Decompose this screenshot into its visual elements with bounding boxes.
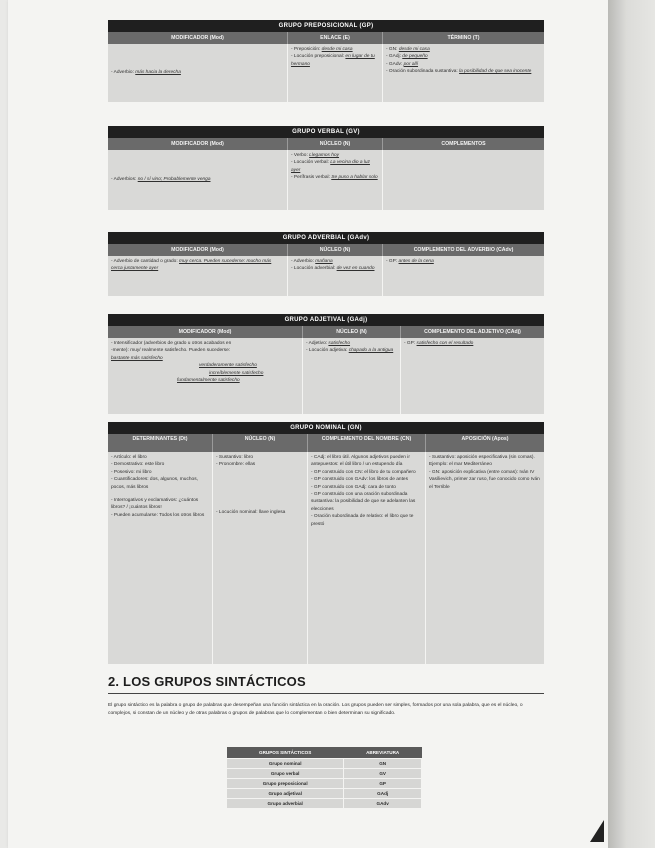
abbr-header-group: GRUPOS SINTÁCTICOS xyxy=(227,747,344,759)
gp-enlace-example-1: desde mi casa xyxy=(321,47,353,52)
gn-det-2: - Demostrativo: este libro xyxy=(111,462,165,468)
gn-table xyxy=(108,422,544,664)
gn-header-cn: COMPLEMENTO DEL NOMBRE (CN) xyxy=(308,434,426,452)
gadj-mod-line-4: verdaderamente satisfecho xyxy=(199,363,257,369)
gadv-nucleo-example-2: de vez en cuando xyxy=(336,266,375,272)
gadj-header-comp: COMPLEMENTO DEL ADJETIVO (CAdj) xyxy=(424,329,521,335)
gn-cn-2: - GP construido con CN: el libro de tu compañero xyxy=(311,469,416,475)
gadj-header-nucleo: NÚCLEO (N) xyxy=(303,326,401,338)
gp-header-termino: TÉRMINO (T) xyxy=(447,35,480,41)
abbr-code: GAdv xyxy=(344,799,422,809)
gn-nuc-1: - Sustantivo: libro xyxy=(216,455,254,460)
gn-det-6: - Pueden acumularse: Todos los otros libros xyxy=(111,512,205,518)
gadj-nucleo-label-2: - Locución adjetiva: xyxy=(306,348,348,354)
gadv-body-row xyxy=(108,256,544,296)
gadj-nucleo-example-2: chapado a la antigua xyxy=(348,348,394,354)
gn-cn-3: - GP construido con GAdv: los libros de antes xyxy=(311,477,408,483)
gp-termino-label-1: - GN: xyxy=(386,47,398,52)
gadj-title: GRUPO ADJETIVAL (GAdj) xyxy=(108,314,544,326)
gadj-header-mod: MODIFICADOR (Mod) xyxy=(108,326,303,338)
gp-mod-example: más hacia la derecha xyxy=(135,70,181,76)
gadj-mod-line-2: -mente): muy/ realmente satisfecho. Pueden sucederse: xyxy=(111,348,231,354)
gadj-header-row xyxy=(108,326,544,338)
gadv-header-row xyxy=(108,244,544,256)
gv-nucleo-label-2: - Locución verbal: xyxy=(291,160,329,166)
gv-nucleo-label-3: - Perífrasis verbal: xyxy=(291,175,330,181)
gn-apos-cell xyxy=(426,452,544,664)
gv-header-nucleo: NÚCLEO (N) xyxy=(288,138,383,150)
gp-title: GRUPO PREPOSICIONAL (GP) xyxy=(108,20,544,32)
gp-termino-label-3: - GAdv: xyxy=(386,61,403,67)
gn-nuc-2: - Pronombre: ellas xyxy=(216,462,256,468)
gn-cn-cell xyxy=(308,452,426,664)
gn-nuc-3: - Locución nominal: llave inglesa xyxy=(216,509,286,515)
gp-termino-cell xyxy=(383,44,544,102)
section-divider xyxy=(108,693,544,694)
gadv-mod-example: muy cerca. Pueden sucederse: mucho más cerca justamente ayer xyxy=(111,259,272,272)
abbr-code: GV xyxy=(344,769,422,779)
table-row xyxy=(227,769,422,779)
abbr-code: GAdj xyxy=(344,789,422,799)
gn-apos-1: - Sustantivo: aposición especificativa (sin comas). Ejemplo: el mar Mediterráneo xyxy=(429,455,535,468)
gn-header-row xyxy=(108,434,544,452)
abbr-group-name: Grupo adjetival xyxy=(227,789,344,799)
gadj-mod-cell xyxy=(108,338,303,414)
gv-mod-label: - Adverbios: xyxy=(111,177,137,183)
gv-header-row xyxy=(108,138,544,150)
gn-header-nucleo: NÚCLEO (N) xyxy=(213,434,308,452)
gadj-comp-cell xyxy=(401,338,544,414)
gp-mod-label: - Adverbio: xyxy=(111,70,134,76)
gp-enlace-label-1: - Preposición: xyxy=(291,47,321,52)
gn-cn-1: - CAdj: el libro útil. Algunos adjetivos pueden ir antepuestos: el útil libro / un estupendo día xyxy=(311,455,410,468)
abbreviation-table-header xyxy=(227,747,422,759)
gp-enlace-cell xyxy=(288,44,383,102)
gadv-comp-label: - GP: xyxy=(386,259,398,264)
section-intro-paragraph: El grupo sintáctico es la palabra o grupo de palabras que desempeñan una función sintáctica en la oración. Los grupos pueden ser simples, formados por una sola palabra, que es el núcleo, o complejos, si constan de un núcleo y de otras palabras o grupos de palabras que lo complementan o bien determinan su significado. xyxy=(108,703,523,716)
gadj-nucleo-label-1: - Adjetivo: xyxy=(306,341,328,346)
abbr-group-name: Grupo adverbial xyxy=(227,799,344,809)
gv-nucleo-example-1: Llegamos hoy xyxy=(309,153,340,158)
gn-det-5: - Interrogativos y exclamativos: ¿cuántos libros? / ¡cuántos libros! xyxy=(111,498,199,511)
table-row xyxy=(227,779,422,789)
abbr-header-abbr: ABREVIATURA xyxy=(344,747,422,759)
gv-body-row xyxy=(108,150,544,210)
gadj-mod-line-5: increíblemente satisfecho xyxy=(209,370,264,376)
gp-header-mod: MODIFICADOR (Mod) xyxy=(108,32,288,44)
gv-complementos-cell xyxy=(383,150,544,210)
gn-nucleo-cell xyxy=(213,452,308,664)
abbr-group-name: Grupo nominal xyxy=(227,759,344,769)
gadj-comp-example: satisfecho con el resultado xyxy=(416,341,474,346)
gp-header-row xyxy=(108,32,544,44)
gp-header-enlace: ENLACE (E) xyxy=(288,32,383,44)
page-corner-shadow xyxy=(590,820,604,842)
gadv-nucleo-label-2: - Locución adverbial: xyxy=(291,266,336,272)
gadv-nucleo-example-1: mañana xyxy=(315,259,333,264)
gp-table xyxy=(108,20,544,102)
gn-title: GRUPO NOMINAL (GN) xyxy=(108,422,544,434)
gadj-nucleo-example-1: satisfecho xyxy=(328,341,351,346)
gadj-body-row xyxy=(108,338,544,414)
gadv-title: GRUPO ADVERBIAL (GAdv) xyxy=(108,232,544,244)
gp-termino-label-4: - Oración subordinada sustantiva: xyxy=(386,69,458,75)
gadj-mod-line-1: - Intensificador (adverbios de grado u otros acabados en xyxy=(111,341,232,346)
gn-cn-4: - GP construido con GAdj: cara de tonto xyxy=(311,484,396,490)
gp-mod-cell xyxy=(108,44,288,102)
gv-nucleo-label-1: - Verbo: xyxy=(291,153,308,158)
gn-apos-2: - GN: aposición explicativa (entre comas): Iván IV Vasílievich, primer zar ruso, fue conocido como Iván el Terrible xyxy=(429,469,540,490)
abbr-group-name: Grupo preposicional xyxy=(227,779,344,789)
gn-cn-6: - Oración subordinada de relativo: el libro que te prestó xyxy=(311,514,414,527)
section-title: 2. LOS GRUPOS SINTÁCTICOS xyxy=(108,674,306,689)
gn-header-apos: APOSICIÓN (Apos) xyxy=(461,436,509,442)
gn-det-3: - Posesivo: mi libro xyxy=(111,469,152,475)
gn-header-det: DETERMINANTES (Dt) xyxy=(108,434,213,452)
gn-det-1: - Artículo: el libro xyxy=(111,455,147,460)
gadv-table xyxy=(108,232,544,296)
gadv-comp-cell xyxy=(383,256,544,296)
gn-det-4: - Cuantificadores: dos, algunos, muchos, pocos, más libros xyxy=(111,477,198,490)
gv-table xyxy=(108,126,544,210)
gv-mod-example: no / sí vino; Probablemente venga xyxy=(137,177,211,183)
gv-header-complementos: COMPLEMENTOS xyxy=(441,141,486,147)
gp-termino-example-1: desde mi casa xyxy=(398,47,430,52)
gadv-mod-label: - Adverbio de cantidad o grado: xyxy=(111,259,178,264)
table-row xyxy=(227,799,422,809)
gn-body-row xyxy=(108,452,544,664)
gadv-nucleo-label-1: - Adverbio: xyxy=(291,259,314,264)
gadv-header-nucleo: NÚCLEO (N) xyxy=(288,244,383,256)
gp-termino-example-2: de pequeño xyxy=(402,54,428,60)
gp-termino-example-3: por allí xyxy=(403,61,419,67)
gn-cn-5: - GP construido con una oración subordinada sustantiva: la posibilidad de que se adelanten las elecciones xyxy=(311,492,416,512)
gp-body-row xyxy=(108,44,544,102)
abbr-code: GP xyxy=(344,779,422,789)
abbr-group-name: Grupo verbal xyxy=(227,769,344,779)
gn-det-cell xyxy=(108,452,213,664)
gadj-comp-label: - GP: xyxy=(404,341,416,346)
abbreviation-table xyxy=(226,747,422,809)
abbr-code: GN xyxy=(344,759,422,769)
gadv-header-mod: MODIFICADOR (Mod) xyxy=(108,244,288,256)
gadv-nucleo-cell xyxy=(288,256,383,296)
gv-mod-cell xyxy=(108,150,288,210)
gp-termino-label-2: - GAdj: xyxy=(386,54,401,60)
gadv-header-comp: COMPLEMENTO DEL ADVERBIO (CAdv) xyxy=(413,247,514,253)
gp-enlace-example-2: en lugar de tu hermano xyxy=(291,54,375,67)
gp-termino-example-4: la posibilidad de que sea inocente xyxy=(459,69,532,75)
gv-title: GRUPO VERBAL (GV) xyxy=(108,126,544,138)
gadj-table xyxy=(108,314,544,414)
gadj-mod-line-3: bastante más satisfecho xyxy=(111,355,163,361)
gv-nucleo-example-2: La vecina dio a luz ayer xyxy=(291,160,370,173)
gadv-mod-cell xyxy=(108,256,288,296)
gv-header-mod: MODIFICADOR (Mod) xyxy=(108,138,288,150)
gadv-comp-example: antes de la cena xyxy=(398,259,434,264)
gp-enlace-label-2: - Locución preposicional: xyxy=(291,54,345,60)
gadj-mod-line-6: fundamentalmente satisfecho xyxy=(177,378,240,384)
page-edge-shadow xyxy=(608,0,655,848)
gv-nucleo-example-3: Se puso a hablar solo xyxy=(331,175,378,181)
gv-nucleo-cell xyxy=(288,150,383,210)
table-row xyxy=(227,759,422,769)
gadj-nucleo-cell xyxy=(303,338,401,414)
table-row xyxy=(227,789,422,799)
